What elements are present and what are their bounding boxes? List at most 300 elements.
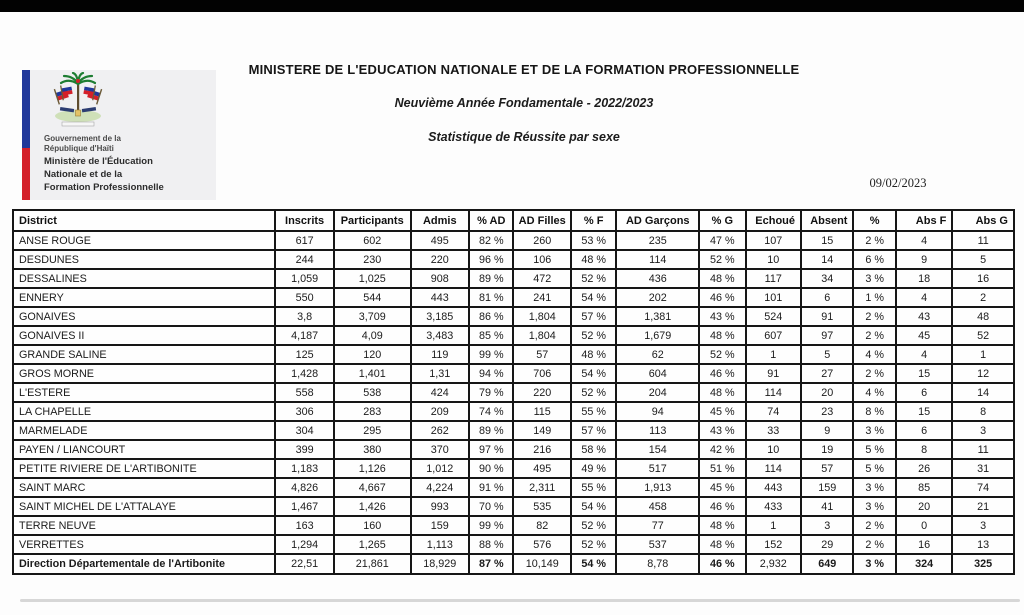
value-cell: 538 <box>334 383 411 402</box>
value-cell: 86 % <box>469 307 513 326</box>
value-cell: 20 <box>896 497 953 516</box>
value-cell: 82 <box>513 516 571 535</box>
value-cell: 57 <box>513 345 571 364</box>
value-cell: 82 % <box>469 231 513 250</box>
value-cell: 517 <box>616 459 699 478</box>
value-cell: 6 <box>801 288 853 307</box>
district-cell: GROS MORNE <box>13 364 275 383</box>
total-value-cell: 54 % <box>571 554 616 574</box>
value-cell: 4,667 <box>334 478 411 497</box>
government-label <box>44 134 121 155</box>
value-cell: 6 <box>896 421 953 440</box>
value-cell: 91 <box>801 307 853 326</box>
value-cell: 43 <box>896 307 953 326</box>
value-cell: 19 <box>801 440 853 459</box>
value-cell: 14 <box>952 383 1014 402</box>
value-cell: 55 % <box>571 402 616 421</box>
value-cell: 495 <box>411 231 470 250</box>
column-header: AD Garçons <box>616 210 699 231</box>
value-cell: 26 <box>896 459 953 478</box>
table-header <box>13 210 1014 231</box>
value-cell: 4,224 <box>411 478 470 497</box>
value-cell: 74 <box>952 478 1014 497</box>
value-cell: 617 <box>275 231 334 250</box>
government-label-line2: République d'Haïti <box>44 144 114 154</box>
value-cell: 106 <box>513 250 571 269</box>
table-row <box>13 421 1014 440</box>
value-cell: 10 <box>746 250 801 269</box>
value-cell: 15 <box>896 402 953 421</box>
table-row <box>13 345 1014 364</box>
table-row <box>13 269 1014 288</box>
column-header: % G <box>699 210 745 231</box>
value-cell: 117 <box>746 269 801 288</box>
value-cell: 11 <box>952 231 1014 250</box>
table-row <box>13 478 1014 497</box>
value-cell: 114 <box>746 383 801 402</box>
column-header: District <box>13 210 275 231</box>
value-cell: 262 <box>411 421 470 440</box>
value-cell: 1,294 <box>275 535 334 554</box>
value-cell: 9 <box>801 421 853 440</box>
value-cell: 8 <box>952 402 1014 421</box>
value-cell: 4 <box>896 345 953 364</box>
value-cell: 15 <box>896 364 953 383</box>
value-cell: 1,381 <box>616 307 699 326</box>
value-cell: 107 <box>746 231 801 250</box>
value-cell: 43 % <box>699 307 745 326</box>
column-header: Participants <box>334 210 411 231</box>
column-header: Absent <box>801 210 853 231</box>
table-row <box>13 497 1014 516</box>
column-header: Admis <box>411 210 470 231</box>
value-cell: 159 <box>801 478 853 497</box>
value-cell: 3 % <box>853 497 895 516</box>
value-cell: 3,185 <box>411 307 470 326</box>
value-cell: 52 % <box>571 383 616 402</box>
logo-panel <box>30 70 216 200</box>
value-cell: 34 <box>801 269 853 288</box>
value-cell: 89 % <box>469 421 513 440</box>
value-cell: 154 <box>616 440 699 459</box>
district-cell: DESDUNES <box>13 250 275 269</box>
value-cell: 52 % <box>699 345 745 364</box>
table-row <box>13 516 1014 535</box>
column-header: Abs G <box>952 210 1014 231</box>
total-value-cell: 46 % <box>699 554 745 574</box>
value-cell: 90 % <box>469 459 513 478</box>
value-cell: 2 % <box>853 364 895 383</box>
ministry-label <box>44 156 164 194</box>
value-cell: 424 <box>411 383 470 402</box>
value-cell: 4,826 <box>275 478 334 497</box>
ministry-logo <box>22 70 216 200</box>
value-cell: 163 <box>275 516 334 535</box>
value-cell: 433 <box>746 497 801 516</box>
value-cell: 235 <box>616 231 699 250</box>
value-cell: 370 <box>411 440 470 459</box>
value-cell: 152 <box>746 535 801 554</box>
total-value-cell: 2,932 <box>746 554 801 574</box>
value-cell: 16 <box>952 269 1014 288</box>
value-cell: 1,025 <box>334 269 411 288</box>
value-cell: 380 <box>334 440 411 459</box>
value-cell: 29 <box>801 535 853 554</box>
table-row <box>13 402 1014 421</box>
value-cell: 472 <box>513 269 571 288</box>
value-cell: 550 <box>275 288 334 307</box>
value-cell: 2 % <box>853 516 895 535</box>
column-header: % <box>853 210 895 231</box>
table-row <box>13 307 1014 326</box>
value-cell: 908 <box>411 269 470 288</box>
value-cell: 74 % <box>469 402 513 421</box>
value-cell: 48 % <box>699 535 745 554</box>
value-cell: 47 % <box>699 231 745 250</box>
subtitle-statistic: Statistique de Réussite par sexe <box>428 130 620 144</box>
column-header: Inscrits <box>275 210 334 231</box>
table-row <box>13 459 1014 478</box>
value-cell: 11 <box>952 440 1014 459</box>
value-cell: 46 % <box>699 364 745 383</box>
district-cell: L'ESTERE <box>13 383 275 402</box>
logo-flag-stripe <box>22 70 30 200</box>
value-cell: 45 <box>896 326 953 345</box>
value-cell: 13 <box>952 535 1014 554</box>
value-cell: 204 <box>616 383 699 402</box>
value-cell: 4,09 <box>334 326 411 345</box>
value-cell: 1,401 <box>334 364 411 383</box>
results-table-wrap <box>12 209 1015 575</box>
table-header-row <box>13 210 1014 231</box>
value-cell: 97 % <box>469 440 513 459</box>
table-row <box>13 440 1014 459</box>
value-cell: 3,709 <box>334 307 411 326</box>
value-cell: 77 <box>616 516 699 535</box>
district-cell: GONAIVES <box>13 307 275 326</box>
value-cell: 2 % <box>853 231 895 250</box>
district-cell: LA CHAPELLE <box>13 402 275 421</box>
value-cell: 101 <box>746 288 801 307</box>
value-cell: 209 <box>411 402 470 421</box>
value-cell: 74 <box>746 402 801 421</box>
value-cell: 4 <box>896 231 953 250</box>
value-cell: 3 <box>952 516 1014 535</box>
total-value-cell: 22,51 <box>275 554 334 574</box>
value-cell: 0 <box>896 516 953 535</box>
value-cell: 1,428 <box>275 364 334 383</box>
value-cell: 443 <box>411 288 470 307</box>
column-header: % AD <box>469 210 513 231</box>
value-cell: 88 % <box>469 535 513 554</box>
value-cell: 48 % <box>699 383 745 402</box>
value-cell: 993 <box>411 497 470 516</box>
value-cell: 57 <box>801 459 853 478</box>
column-header: % F <box>571 210 616 231</box>
table-row <box>13 231 1014 250</box>
value-cell: 706 <box>513 364 571 383</box>
value-cell: 91 % <box>469 478 513 497</box>
value-cell: 1,467 <box>275 497 334 516</box>
value-cell: 604 <box>616 364 699 383</box>
stripe-red <box>22 148 30 200</box>
value-cell: 3 % <box>853 421 895 440</box>
value-cell: 54 % <box>571 497 616 516</box>
value-cell: 99 % <box>469 345 513 364</box>
value-cell: 54 % <box>571 288 616 307</box>
value-cell: 220 <box>513 383 571 402</box>
district-cell: MARMELADE <box>13 421 275 440</box>
district-cell: GRANDE SALINE <box>13 345 275 364</box>
value-cell: 4,187 <box>275 326 334 345</box>
value-cell: 1,679 <box>616 326 699 345</box>
value-cell: 53 % <box>571 231 616 250</box>
total-value-cell: 325 <box>952 554 1014 574</box>
value-cell: 8 <box>896 440 953 459</box>
column-header: AD Filles <box>513 210 571 231</box>
value-cell: 18 <box>896 269 953 288</box>
value-cell: 537 <box>616 535 699 554</box>
value-cell: 4 % <box>853 345 895 364</box>
value-cell: 159 <box>411 516 470 535</box>
document-page <box>0 12 1024 615</box>
ministry-label-line1: Ministère de l'Éducation <box>44 156 153 167</box>
value-cell: 3,8 <box>275 307 334 326</box>
value-cell: 3 <box>952 421 1014 440</box>
government-label-line1: Gouvernement de la <box>44 134 121 143</box>
value-cell: 495 <box>513 459 571 478</box>
value-cell: 202 <box>616 288 699 307</box>
haiti-coat-of-arms-icon <box>46 72 110 132</box>
value-cell: 48 <box>952 307 1014 326</box>
value-cell: 20 <box>801 383 853 402</box>
value-cell: 114 <box>746 459 801 478</box>
value-cell: 125 <box>275 345 334 364</box>
value-cell: 2 % <box>853 535 895 554</box>
value-cell: 94 <box>616 402 699 421</box>
value-cell: 49 % <box>571 459 616 478</box>
value-cell: 12 <box>952 364 1014 383</box>
total-value-cell: 21,861 <box>334 554 411 574</box>
value-cell: 1,426 <box>334 497 411 516</box>
value-cell: 458 <box>616 497 699 516</box>
document-date: 09/02/2023 <box>869 176 927 190</box>
table-row <box>13 364 1014 383</box>
value-cell: 52 % <box>571 326 616 345</box>
value-cell: 1,012 <box>411 459 470 478</box>
total-value-cell: 649 <box>801 554 853 574</box>
value-cell: 46 % <box>699 288 745 307</box>
value-cell: 114 <box>616 250 699 269</box>
total-value-cell: 87 % <box>469 554 513 574</box>
value-cell: 27 <box>801 364 853 383</box>
total-value-cell: 10,149 <box>513 554 571 574</box>
value-cell: 5 <box>801 345 853 364</box>
value-cell: 1 % <box>853 288 895 307</box>
value-cell: 3,483 <box>411 326 470 345</box>
value-cell: 15 <box>801 231 853 250</box>
value-cell: 2 % <box>853 307 895 326</box>
value-cell: 43 % <box>699 421 745 440</box>
table-scan-shadow <box>20 599 1020 602</box>
total-value-cell: 8,78 <box>616 554 699 574</box>
district-cell: ANSE ROUGE <box>13 231 275 250</box>
table-row <box>13 326 1014 345</box>
value-cell: 46 % <box>699 497 745 516</box>
value-cell: 283 <box>334 402 411 421</box>
value-cell: 443 <box>746 478 801 497</box>
table-row <box>13 535 1014 554</box>
value-cell: 79 % <box>469 383 513 402</box>
value-cell: 1,804 <box>513 307 571 326</box>
value-cell: 48 % <box>571 345 616 364</box>
value-cell: 96 % <box>469 250 513 269</box>
value-cell: 244 <box>275 250 334 269</box>
value-cell: 6 % <box>853 250 895 269</box>
value-cell: 5 % <box>853 440 895 459</box>
value-cell: 48 % <box>699 326 745 345</box>
table-row <box>13 250 1014 269</box>
value-cell: 3 % <box>853 478 895 497</box>
value-cell: 70 % <box>469 497 513 516</box>
value-cell: 306 <box>275 402 334 421</box>
stripe-blue <box>22 70 30 148</box>
value-cell: 2 % <box>853 326 895 345</box>
total-value-cell: 324 <box>896 554 953 574</box>
value-cell: 94 % <box>469 364 513 383</box>
value-cell: 160 <box>334 516 411 535</box>
value-cell: 89 % <box>469 269 513 288</box>
table-row <box>13 383 1014 402</box>
total-district-cell: Direction Départementale de l'Artibonite <box>13 554 275 574</box>
value-cell: 2,311 <box>513 478 571 497</box>
value-cell: 52 % <box>571 516 616 535</box>
value-cell: 97 <box>801 326 853 345</box>
value-cell: 81 % <box>469 288 513 307</box>
value-cell: 62 <box>616 345 699 364</box>
value-cell: 42 % <box>699 440 745 459</box>
value-cell: 220 <box>411 250 470 269</box>
value-cell: 576 <box>513 535 571 554</box>
value-cell: 8 % <box>853 402 895 421</box>
value-cell: 99 % <box>469 516 513 535</box>
page-title: MINISTERE DE L'EDUCATION NATIONALE ET DE LA FORMATION PROFESSIONNELLE <box>248 62 800 77</box>
value-cell: 6 <box>896 383 953 402</box>
value-cell: 1 <box>746 516 801 535</box>
value-cell: 436 <box>616 269 699 288</box>
value-cell: 119 <box>411 345 470 364</box>
total-value-cell: 18,929 <box>411 554 470 574</box>
value-cell: 1 <box>746 345 801 364</box>
value-cell: 216 <box>513 440 571 459</box>
value-cell: 4 <box>896 288 953 307</box>
table-body <box>13 231 1014 574</box>
value-cell: 399 <box>275 440 334 459</box>
district-cell: PETITE RIVIERE DE L'ARTIBONITE <box>13 459 275 478</box>
value-cell: 85 <box>896 478 953 497</box>
value-cell: 14 <box>801 250 853 269</box>
value-cell: 149 <box>513 421 571 440</box>
value-cell: 115 <box>513 402 571 421</box>
column-header: Abs F <box>896 210 953 231</box>
value-cell: 1,183 <box>275 459 334 478</box>
value-cell: 10 <box>746 440 801 459</box>
value-cell: 1 <box>952 345 1014 364</box>
value-cell: 5 % <box>853 459 895 478</box>
value-cell: 607 <box>746 326 801 345</box>
value-cell: 241 <box>513 288 571 307</box>
value-cell: 52 % <box>571 535 616 554</box>
value-cell: 524 <box>746 307 801 326</box>
value-cell: 304 <box>275 421 334 440</box>
district-cell: SAINT MICHEL DE L'ATTALAYE <box>13 497 275 516</box>
total-row <box>13 554 1014 574</box>
value-cell: 1,059 <box>275 269 334 288</box>
value-cell: 54 % <box>571 364 616 383</box>
value-cell: 45 % <box>699 478 745 497</box>
value-cell: 5 <box>952 250 1014 269</box>
district-cell: TERRE NEUVE <box>13 516 275 535</box>
value-cell: 558 <box>275 383 334 402</box>
district-cell: GONAIVES II <box>13 326 275 345</box>
value-cell: 52 <box>952 326 1014 345</box>
value-cell: 33 <box>746 421 801 440</box>
value-cell: 16 <box>896 535 953 554</box>
table-row <box>13 288 1014 307</box>
value-cell: 51 % <box>699 459 745 478</box>
value-cell: 260 <box>513 231 571 250</box>
value-cell: 91 <box>746 364 801 383</box>
column-header: Echoué <box>746 210 801 231</box>
value-cell: 1,913 <box>616 478 699 497</box>
top-black-bar <box>0 0 1024 12</box>
district-cell: DESSALINES <box>13 269 275 288</box>
value-cell: 23 <box>801 402 853 421</box>
value-cell: 21 <box>952 497 1014 516</box>
value-cell: 58 % <box>571 440 616 459</box>
value-cell: 535 <box>513 497 571 516</box>
total-value-cell: 3 % <box>853 554 895 574</box>
value-cell: 52 % <box>571 269 616 288</box>
value-cell: 113 <box>616 421 699 440</box>
value-cell: 1,804 <box>513 326 571 345</box>
value-cell: 41 <box>801 497 853 516</box>
value-cell: 55 % <box>571 478 616 497</box>
value-cell: 120 <box>334 345 411 364</box>
value-cell: 85 % <box>469 326 513 345</box>
value-cell: 230 <box>334 250 411 269</box>
district-cell: ENNERY <box>13 288 275 307</box>
value-cell: 48 % <box>571 250 616 269</box>
value-cell: 57 % <box>571 421 616 440</box>
district-cell: VERRETTES <box>13 535 275 554</box>
value-cell: 602 <box>334 231 411 250</box>
district-cell: PAYEN / LIANCOURT <box>13 440 275 459</box>
value-cell: 9 <box>896 250 953 269</box>
value-cell: 2 <box>952 288 1014 307</box>
value-cell: 1,113 <box>411 535 470 554</box>
value-cell: 544 <box>334 288 411 307</box>
ministry-label-line2: Nationale et de la <box>44 168 123 180</box>
ministry-label-line3: Formation Professionnelle <box>44 181 164 193</box>
value-cell: 45 % <box>699 402 745 421</box>
value-cell: 3 % <box>853 269 895 288</box>
results-table <box>12 209 1015 575</box>
value-cell: 48 % <box>699 269 745 288</box>
value-cell: 48 % <box>699 516 745 535</box>
value-cell: 57 % <box>571 307 616 326</box>
district-cell: SAINT MARC <box>13 478 275 497</box>
